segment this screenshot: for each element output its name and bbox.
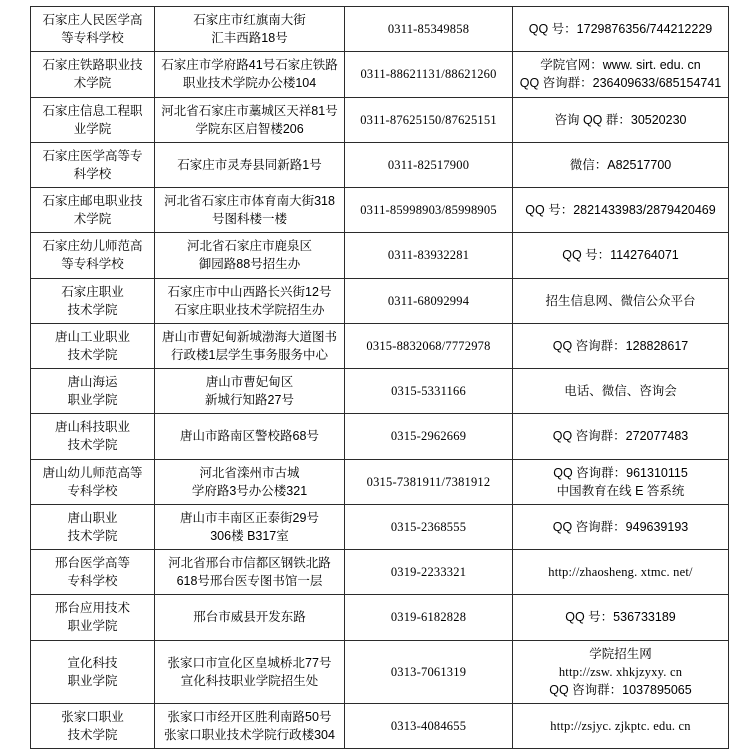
address-cell-line: 汇丰西路18号 [211, 31, 288, 46]
address-cell-line: 号图科楼一楼 [211, 212, 287, 227]
extra-contact-cell-line: QQ 咨询群：236409633/685154741 [519, 76, 722, 91]
school-name-cell-line: 石家庄幼儿师范高 [42, 239, 143, 254]
extra-contact-cell [513, 97, 729, 142]
address-cell [155, 188, 345, 233]
extra-contact-cell-line: QQ 咨询群：128828617 [552, 338, 689, 353]
school-name-cell-line: 宣化科技 [67, 655, 118, 670]
extra-contact-cell [513, 233, 729, 278]
school-name-cell [31, 414, 155, 459]
address-cell [155, 233, 345, 278]
extra-contact-cell [513, 188, 729, 233]
table-row [31, 52, 729, 97]
address-cell-line: 石家庄职业技术学院招生办 [174, 302, 325, 317]
address-cell [155, 595, 345, 640]
extra-contact-cell-line: 学院官网：www. sirt. edu. cn [540, 58, 701, 73]
table-row [31, 459, 729, 504]
phone-cell-line: 0313-7061319 [390, 664, 467, 679]
school-name-cell-line: 职业学院 [67, 619, 118, 634]
address-cell-line: 邢台市威县开发东路 [193, 610, 306, 625]
extra-contact-cell [513, 595, 729, 640]
school-name-cell-line: 邢台医学高等 [54, 556, 130, 570]
school-name-cell-line: 石家庄铁路职业技 [42, 58, 143, 73]
school-name-cell-line: 唐山科技职业 [54, 420, 130, 435]
phone-cell-line: 0311-82517900 [387, 157, 470, 172]
phone-cell [345, 323, 513, 368]
address-cell-line: 河北省滦州市古城 [199, 465, 300, 480]
address-cell-line: 张家口市经开区胜利南路50号 [167, 709, 332, 724]
extra-contact-cell [513, 52, 729, 97]
phone-cell-line: 0315-7381911/7381912 [366, 474, 491, 489]
address-cell-line: 唐山市曹妃甸新城渤海大道图书 [161, 329, 337, 344]
school-name-cell-line: 石家庄医学高等专 [42, 148, 143, 163]
table-row [31, 369, 729, 414]
extra-contact-cell-line: 微信：A82517700 [569, 157, 672, 172]
table-row [31, 640, 729, 703]
table-row [31, 97, 729, 142]
extra-contact-cell-line: QQ 咨询群：949639193 [552, 519, 689, 534]
school-name-cell-line: 张家口职业 [61, 709, 124, 724]
address-cell [155, 142, 345, 187]
extra-contact-cell [513, 703, 729, 748]
school-name-cell-line: 技术学院 [67, 438, 118, 453]
school-name-cell-line: 术学院 [73, 212, 112, 227]
school-name-cell-line: 职业学院 [67, 393, 118, 408]
address-cell-line: 宣化科技职业学院招生处 [180, 673, 319, 688]
phone-cell [345, 640, 513, 703]
school-name-cell-line: 唐山海运 [67, 375, 118, 389]
address-cell-line: 石家庄市中山西路长兴街12号 [167, 284, 332, 299]
phone-cell-line: 0315-2368555 [390, 519, 467, 534]
school-name-cell-line: 技术学院 [67, 728, 118, 742]
address-cell-line: 张家口职业技术学院行政楼304 [164, 728, 335, 742]
extra-contact-cell [513, 550, 729, 595]
phone-cell-line: 0311-88621131/88621260 [360, 67, 497, 82]
table-row [31, 278, 729, 323]
table-row [31, 504, 729, 549]
table-row [31, 7, 729, 52]
extra-contact-cell-line: 招生信息网、微信公众平台 [545, 293, 696, 308]
school-name-cell [31, 7, 155, 52]
extra-contact-cell [513, 459, 729, 504]
address-cell [155, 703, 345, 748]
extra-contact-cell-line: QQ 号：1142764071 [562, 248, 679, 263]
phone-cell [345, 504, 513, 549]
address-cell [155, 369, 345, 414]
address-cell-line: 河北省石家庄市体育南大街318 [164, 194, 335, 208]
school-name-cell-line: 唐山职业 [67, 510, 118, 525]
extra-contact-cell-line: 电话、微信、咨询会 [564, 384, 677, 399]
address-cell-line: 行政楼1层学生事务服务中心 [171, 347, 328, 362]
address-cell [155, 640, 345, 703]
address-cell [155, 550, 345, 595]
table-row [31, 703, 729, 748]
table-row [31, 233, 729, 278]
school-name-cell [31, 323, 155, 368]
school-name-cell [31, 52, 155, 97]
extra-contact-cell [513, 504, 729, 549]
school-name-cell [31, 459, 155, 504]
extra-contact-cell-line: QQ 号：1729876356/744212229 [528, 22, 713, 37]
school-name-cell-line: 唐山幼儿师范高等 [42, 465, 143, 480]
school-name-cell [31, 142, 155, 187]
phone-cell-line: 0311-85349858 [387, 22, 470, 37]
school-name-cell-line: 石家庄职业 [61, 284, 124, 299]
phone-cell [345, 7, 513, 52]
phone-cell-line: 0315-8832068/7772978 [366, 338, 491, 353]
phone-cell-line: 0311-85998903/85998905 [360, 203, 497, 218]
extra-contact-cell-line: QQ 号：536733189 [565, 610, 676, 625]
address-cell-line: 职业技术学院办公楼104 [182, 76, 317, 91]
table-row [31, 323, 729, 368]
extra-contact-cell-line: http://zsw. xhkjzyxy. cn [558, 664, 683, 679]
address-cell-line: 石家庄市学府路41号石家庄铁路 [161, 58, 338, 73]
address-cell [155, 7, 345, 52]
address-cell [155, 278, 345, 323]
school-name-cell-line: 术学院 [73, 76, 112, 91]
school-name-cell-line: 技术学院 [67, 302, 118, 317]
phone-cell [345, 188, 513, 233]
extra-contact-cell-line: 咨询 QQ 群：30520230 [554, 112, 687, 127]
phone-cell [345, 278, 513, 323]
phone-cell-line: 0313-4084655 [390, 718, 467, 733]
phone-cell [345, 703, 513, 748]
school-name-cell [31, 550, 155, 595]
school-contact-table [30, 6, 729, 749]
table-row [31, 414, 729, 459]
address-cell-line: 学府路3号办公楼321 [191, 483, 308, 498]
school-name-cell-line: 职业学院 [67, 673, 118, 688]
extra-contact-cell-line: QQ 咨询群：272077483 [552, 429, 689, 444]
school-name-cell-line: 邢台应用技术 [54, 601, 130, 616]
address-cell-line: 御园路88号招生办 [198, 257, 301, 272]
address-cell-line: 石家庄市红旗南大街 [193, 13, 306, 27]
address-cell [155, 52, 345, 97]
extra-contact-cell [513, 369, 729, 414]
extra-contact-cell [513, 278, 729, 323]
address-cell-line: 学院东区启智楼206 [195, 121, 304, 136]
table-row [31, 142, 729, 187]
school-name-cell-line: 等专科学校 [61, 31, 124, 46]
extra-contact-cell-line: 学院招生网 [589, 646, 652, 661]
phone-cell-line: 0311-68092994 [387, 293, 470, 308]
address-cell [155, 97, 345, 142]
school-name-cell-line: 科学校 [73, 166, 112, 181]
extra-contact-cell [513, 142, 729, 187]
school-name-cell [31, 278, 155, 323]
school-name-cell-line: 等专科学校 [61, 257, 124, 272]
extra-contact-cell [513, 640, 729, 703]
school-name-cell-line: 专科学校 [67, 483, 118, 498]
phone-cell-line: 0315-2962669 [390, 429, 467, 444]
extra-contact-cell [513, 414, 729, 459]
school-name-cell [31, 369, 155, 414]
school-name-cell [31, 504, 155, 549]
table-body [31, 7, 729, 749]
school-name-cell [31, 233, 155, 278]
school-name-cell-line: 专科学校 [67, 574, 118, 589]
extra-contact-cell [513, 323, 729, 368]
phone-cell [345, 97, 513, 142]
address-cell-line: 河北省石家庄市鹿泉区 [186, 239, 312, 254]
phone-cell [345, 414, 513, 459]
extra-contact-cell-line: http://zsjyc. zjkptc. edu. cn [550, 718, 691, 733]
phone-cell-line: 0311-87625150/87625151 [360, 112, 497, 127]
address-cell [155, 504, 345, 549]
address-cell-line: 唐山市曹妃甸区 [205, 375, 294, 389]
school-name-cell-line: 石家庄邮电职业技 [42, 194, 143, 208]
school-name-cell-line: 业学院 [73, 121, 112, 136]
extra-contact-cell-line: QQ 号：2821433983/2879420469 [525, 203, 716, 218]
address-cell [155, 459, 345, 504]
school-name-cell-line: 唐山工业职业 [54, 329, 130, 344]
address-cell-line: 306楼 B317室 [210, 528, 289, 543]
phone-cell [345, 369, 513, 414]
address-cell-line: 618号邢台医专图书馆一层 [176, 574, 323, 589]
phone-cell [345, 595, 513, 640]
school-name-cell [31, 640, 155, 703]
school-name-cell [31, 188, 155, 233]
address-cell-line: 唐山市丰南区正泰街29号 [180, 510, 319, 525]
extra-contact-cell-line: QQ 咨询群：1037895065 [549, 682, 692, 697]
school-name-cell-line: 石家庄人民医学高 [42, 13, 143, 27]
address-cell [155, 414, 345, 459]
extra-contact-cell-line: 中国教育在线 E 答系统 [556, 483, 685, 498]
extra-contact-cell-line: http://zhaosheng. xtmc. net/ [548, 565, 693, 580]
phone-cell [345, 550, 513, 595]
address-cell [155, 323, 345, 368]
phone-cell-line: 0319-2233321 [390, 565, 467, 580]
school-name-cell-line: 技术学院 [67, 528, 118, 543]
school-name-cell [31, 703, 155, 748]
phone-cell [345, 233, 513, 278]
phone-cell-line: 0311-83932281 [387, 248, 470, 263]
table-row [31, 188, 729, 233]
phone-cell [345, 459, 513, 504]
phone-cell [345, 52, 513, 97]
address-cell-line: 新城行知路27号 [205, 393, 294, 408]
address-cell-line: 唐山市路南区警校路68号 [180, 429, 319, 444]
phone-cell [345, 142, 513, 187]
phone-cell-line: 0315-5331166 [391, 384, 466, 399]
address-cell-line: 张家口市宣化区皇城桥北77号 [167, 655, 332, 670]
extra-contact-cell [513, 7, 729, 52]
phone-cell-line: 0319-6182828 [390, 610, 467, 625]
address-cell-line: 石家庄市灵寿县同新路1号 [177, 157, 322, 172]
school-name-cell-line: 技术学院 [67, 347, 118, 362]
school-name-cell [31, 97, 155, 142]
school-name-cell-line: 石家庄信息工程职 [42, 103, 143, 118]
table-row [31, 550, 729, 595]
school-name-cell [31, 595, 155, 640]
address-cell-line: 河北省石家庄市藁城区天祥81号 [161, 103, 338, 118]
address-cell-line: 河北省邢台市信都区钢铁北路 [168, 556, 331, 570]
table-row [31, 595, 729, 640]
extra-contact-cell-line: QQ 咨询群：961310115 [553, 465, 688, 480]
